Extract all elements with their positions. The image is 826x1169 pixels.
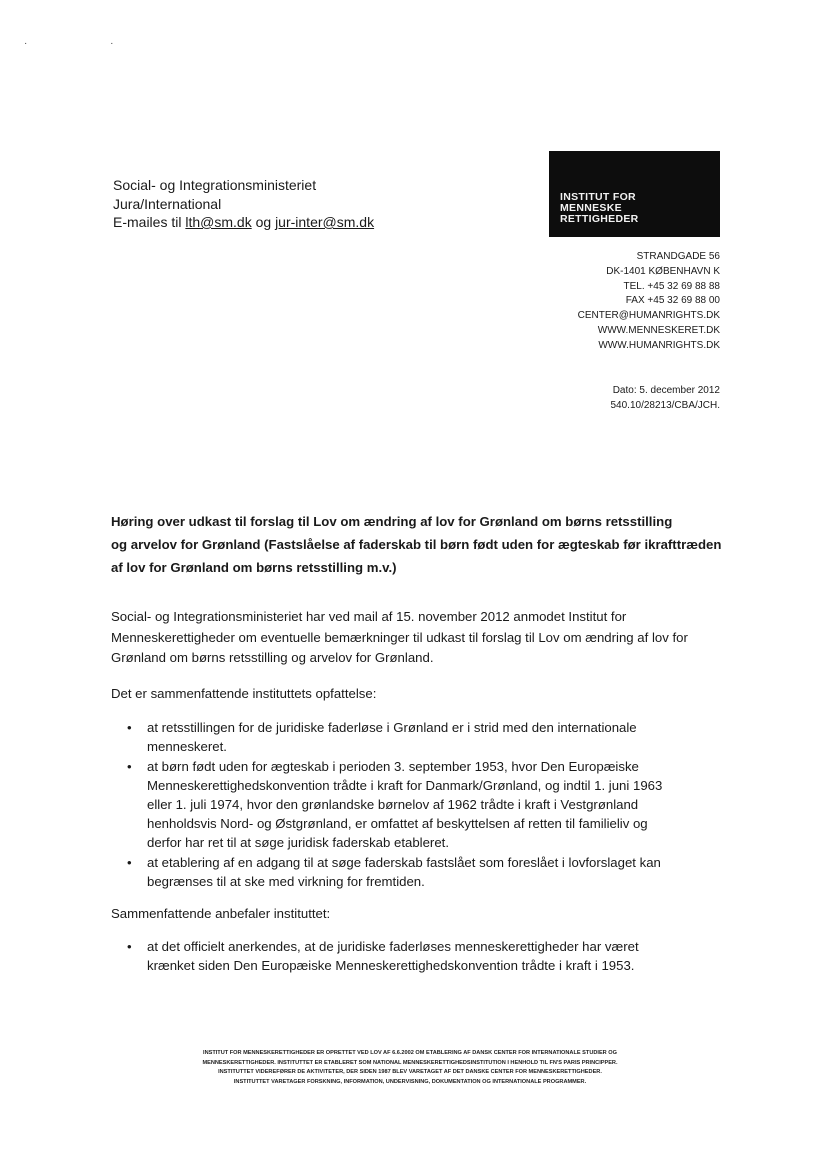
bullet-line: at det officielt anerkendes, at de juridiske faderløses menneskerettigheder har været <box>147 939 639 954</box>
bullet-icon: • <box>127 855 132 870</box>
summary-heading: Det er sammenfattende instituttets opfattelse: <box>111 686 377 701</box>
list-item <box>127 937 727 975</box>
recipient-emails <box>113 213 374 232</box>
logo-line-2: MENNESKE <box>560 202 622 214</box>
logo-line-1: INSTITUT FOR <box>560 191 636 203</box>
contact-email: CENTER@HUMANRIGHTS.DK <box>577 310 720 322</box>
footer-line: INSTITUTTET VIDEREFØRER DE AKTIVITETER, DER SIDEN 1987 BLEV VARETAGET AF DET DANSKE CENTER FOR MENNESKERETTIGHEDER. <box>218 1069 602 1076</box>
bullet-icon: • <box>127 939 132 954</box>
bullet-icon: • <box>127 720 132 735</box>
bullet-line: eller 1. juli 1974, hvor den grønlandske børnelov af 1962 trådte i kraft i Vestgrønland <box>147 797 639 812</box>
logo-line-3: RETTIGHEDER <box>560 213 639 225</box>
contact-website-en: WWW.HUMANRIGHTS.DK <box>598 339 720 351</box>
recipient-ministry: Social- og Integrationsministeriet <box>113 177 317 193</box>
title-line: Høring over udkast til forslag til Lov om ændring af lov for Grønland om børns retsstilling <box>111 514 673 529</box>
list-item <box>127 853 727 891</box>
paragraph-line: Social- og Integrationsministeriet har ved mail af 15. november 2012 anmodet Institut for <box>111 609 627 624</box>
contact-fax: FAX +45 32 69 88 00 <box>625 295 720 307</box>
opinion-bullet-list <box>127 718 727 891</box>
bullet-line: at børn født uden for ægteskab i perioden 3. september 1953, hvor Den Europæiske <box>147 759 639 774</box>
list-item <box>127 757 727 852</box>
recipient-address <box>113 176 374 232</box>
scan-specks: · · <box>24 38 154 49</box>
bullet-line: begrænses til at ske med virkning for fremtiden. <box>147 874 425 889</box>
email-join: og <box>255 214 272 230</box>
contact-phone: TEL. +45 32 69 88 88 <box>623 280 720 292</box>
bullet-line: krænket siden Den Europæiske Menneskerettighedskonvention trådte i kraft i 1953. <box>147 958 635 973</box>
title-line: og arvelov for Grønland (Fastslåelse af faderskab til børn født uden for ægteskab før ikrafttræden <box>111 537 722 552</box>
paragraph-line: Grønland om børns retsstilling og arvelov for Grønland. <box>111 650 434 666</box>
bullet-line: at etablering af en adgang til at søge faderskab fastslået som foreslået i lovforslaget kan <box>147 855 661 870</box>
sender-contact-block <box>578 250 720 354</box>
letter-title <box>111 510 731 579</box>
letter-date: Dato: 5. december 2012 <box>612 385 720 396</box>
institute-logo <box>549 151 720 237</box>
footer-line: INSTITUTTET VARETAGER FORSKNING, INFORMATION, UNDERVISNING, DOKUMENTATION OG INTERNATIONALE PROGRAMMER. <box>233 1078 587 1085</box>
footer-line: MENNESKERETTIGHEDER. INSTITUTTET ER ETABLERET SOM NATIONAL MENNESKERETTIGHEDSINSTITUTION I HENHOLD TIL FN'S PARIS PRINCIPPER. <box>202 1059 618 1066</box>
bullet-line: derfor har ret til at søge juridisk faderskab etableret. <box>147 835 449 850</box>
email-link-lth[interactable]: lth@sm.dk <box>185 214 252 230</box>
bullet-line: henholdsvis Nord- og Østgrønland, er omfattet af beskyttelsen af retten til familieliv og <box>147 816 648 831</box>
recipient-department: Jura/International <box>113 195 222 212</box>
paragraph-line: Menneskerettigheder om eventuelle bemærkninger til udkast til forslag til Lov om ændring af lov for <box>111 629 688 645</box>
contact-website-dk: WWW.MENNESKERET.DK <box>597 324 720 336</box>
case-reference: 540.10/28213/CBA/JCH. <box>610 400 720 411</box>
contact-city: DK-1401 KØBENHAVN K <box>606 265 720 277</box>
recommendation-bullet-list <box>127 937 727 975</box>
intro-paragraph <box>111 607 731 669</box>
bullet-line: Menneskerettighedskonvention trådte i kraft for Danmark/Grønland, og indtil 1. juni 1963 <box>147 778 663 793</box>
bullet-icon: • <box>127 759 132 774</box>
recommendation-heading: Sammenfattende anbefaler instituttet: <box>111 906 331 921</box>
date-reference-block <box>610 383 720 413</box>
email-prefix: E-mailes til <box>113 214 182 230</box>
list-item <box>127 718 727 756</box>
email-link-jur-inter[interactable]: jur-inter@sm.dk <box>275 214 375 230</box>
footer-line: INSTITUT FOR MENNESKERETTIGHEDER ER OPRETTET VED LOV AF 6.6.2002 OM ETABLERING AF DANSK CENTER FOR INTERNATIONALE STUDIER OG <box>203 1050 617 1056</box>
bullet-line: at retsstillingen for de juridiske faderløse i Grønland er i strid med den internationale <box>147 720 637 735</box>
institute-footer <box>150 1049 670 1087</box>
bullet-line: menneskeret. <box>147 739 227 754</box>
logo-text <box>560 192 639 225</box>
title-line: af lov for Grønland om børns retsstilling m.v.) <box>111 560 397 575</box>
contact-street: STRANDGADE 56 <box>636 251 720 262</box>
